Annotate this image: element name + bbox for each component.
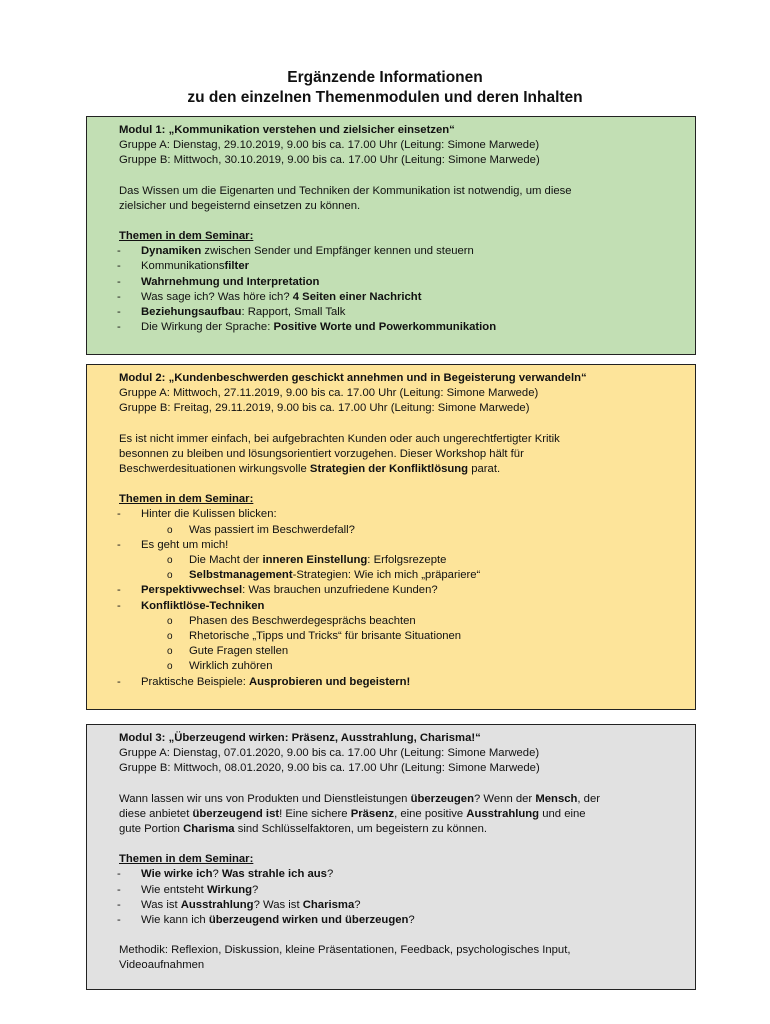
module-3-intro-line-3: gute Portion Charisma sind Schlüsselfaktoren, um begeistern zu können. [119, 823, 488, 836]
list-item: - Die Wirkung der Sprache: Positive Worte und Powerkommunikation [119, 320, 685, 335]
module-3-intro-line-1: Wann lassen wir uns von Produkten und Dienstleistungen überzeugen? Wenn der Mensch, der [119, 792, 601, 805]
module-2-topics-heading: Themen in dem Seminar: [119, 493, 254, 506]
module-3-intro-line-2: diese anbietet überzeugend ist! Eine sichere Präsenz, eine positive Ausstrahlung und eine [119, 807, 586, 820]
module-3-box [86, 724, 696, 990]
module-1-intro-line-2: zielsicher und begeisternd einsetzen zu können. [119, 199, 361, 212]
title-line-1: Ergänzende Informationen [287, 69, 483, 86]
module-3-method-line-2: Videoaufnahmen [119, 959, 205, 972]
list-item: - Was ist Ausstrahlung? Was ist Charisma? [119, 898, 685, 913]
module-3-topic-list [119, 867, 685, 928]
sub-list-item: o Rhetorische „Tipps und Tricks“ für brisante Situationen [119, 629, 685, 644]
sub-list-item: o Die Macht der inneren Einstellung: Erfolgsrezepte [119, 553, 685, 568]
module-2-group-a: Gruppe A: Mittwoch, 27.11.2019, 9.00 bis ca. 17.00 Uhr (Leitung: Simone Marwede) [119, 387, 539, 400]
module-2-group-b: Gruppe B: Freitag, 29.11.2019, 9.00 bis ca. 17.00 Uhr (Leitung: Simone Marwede) [119, 402, 530, 415]
list-item: - Praktische Beispiele: Ausprobieren und begeistern! [119, 675, 685, 690]
list-item: - Perspektivwechsel: Was brauchen unzufriedene Kunden? [119, 583, 685, 598]
sub-list-item: o Gute Fragen stellen [119, 644, 685, 659]
module-2-heading: Modul 2: „Kundenbeschwerden geschickt annehmen und in Begeisterung verwandeln“ [119, 372, 587, 384]
module-1-group-a: Gruppe A: Dienstag, 29.10.2019, 9.00 bis ca. 17.00 Uhr (Leitung: Simone Marwede) [119, 139, 540, 152]
module-1-group-b: Gruppe B: Mittwoch, 30.10.2019, 9.00 bis ca. 17.00 Uhr (Leitung: Simone Marwede) [119, 154, 540, 167]
list-item: - Beziehungsaufbau: Rapport, Small Talk [119, 305, 685, 320]
module-3-group-b: Gruppe B: Mittwoch, 08.01.2020, 9.00 bis ca. 17.00 Uhr (Leitung: Simone Marwede) [119, 762, 540, 775]
module-1-topic-list [119, 244, 685, 335]
list-item: - Wie entsteht Wirkung? [119, 883, 685, 898]
list-item: - Wie kann ich überzeugend wirken und überzeugen? [119, 913, 685, 928]
list-item: - Es geht um mich! [119, 538, 685, 553]
module-1-topics-heading: Themen in dem Seminar: [119, 230, 254, 243]
list-item: - Kommunikationsfilter [119, 259, 685, 274]
module-3-heading: Modul 3: „Überzeugend wirken: Präsenz, Ausstrahlung, Charisma!“ [119, 732, 481, 744]
sub-list-item: o Was passiert im Beschwerdefall? [119, 523, 685, 538]
module-2-topic-list [119, 507, 685, 689]
sub-list-item: o Wirklich zuhören [119, 659, 685, 674]
module-2-intro-line-1: Es ist nicht immer einfach, bei aufgebrachten Kunden oder auch ungerechtfertigter Kritik [119, 432, 560, 445]
list-item: - Hinter die Kulissen blicken: [119, 507, 685, 522]
module-1-heading: Modul 1: „Kommunikation verstehen und zielsicher einsetzen“ [119, 124, 455, 136]
list-item: - Konfliktlöse-Techniken [119, 599, 685, 614]
module-1-intro-line-1: Das Wissen um die Eigenarten und Techniken der Kommunikation ist notwendig, um diese [119, 184, 572, 197]
module-3-topics-heading: Themen in dem Seminar: [119, 853, 254, 866]
module-2-intro-line-2: besonnen zu bleiben und lösungsorientiert vorzugehen. Dieser Workshop hält für [119, 447, 524, 460]
list-item: - Wahrnehmung und Interpretation [119, 275, 685, 290]
list-item: - Wie wirke ich? Was strahle ich aus? [119, 867, 685, 882]
module-3-method-line-1: Methodik: Reflexion, Diskussion, kleine Präsentationen, Feedback, psychologisches Input, [119, 944, 571, 957]
list-item: - Dynamiken zwischen Sender und Empfänger kennen und steuern [119, 244, 685, 259]
module-2-intro-line-3: Beschwerdesituationen wirkungsvolle Strategien der Konfliktlösung parat. [119, 463, 501, 476]
sub-list-item: o Selbstmanagement-Strategien: Wie ich mich „präpariere“ [119, 568, 685, 583]
document-title [0, 68, 770, 108]
module-1-box [86, 116, 696, 355]
module-3-group-a: Gruppe A: Dienstag, 07.01.2020, 9.00 bis ca. 17.00 Uhr (Leitung: Simone Marwede) [119, 747, 540, 760]
list-item: - Was sage ich? Was höre ich? 4 Seiten einer Nachricht [119, 290, 685, 305]
title-line-2: zu den einzelnen Themenmodulen und deren Inhalten [187, 89, 583, 106]
module-2-box [86, 364, 696, 710]
sub-list-item: o Phasen des Beschwerdegesprächs beachten [119, 614, 685, 629]
